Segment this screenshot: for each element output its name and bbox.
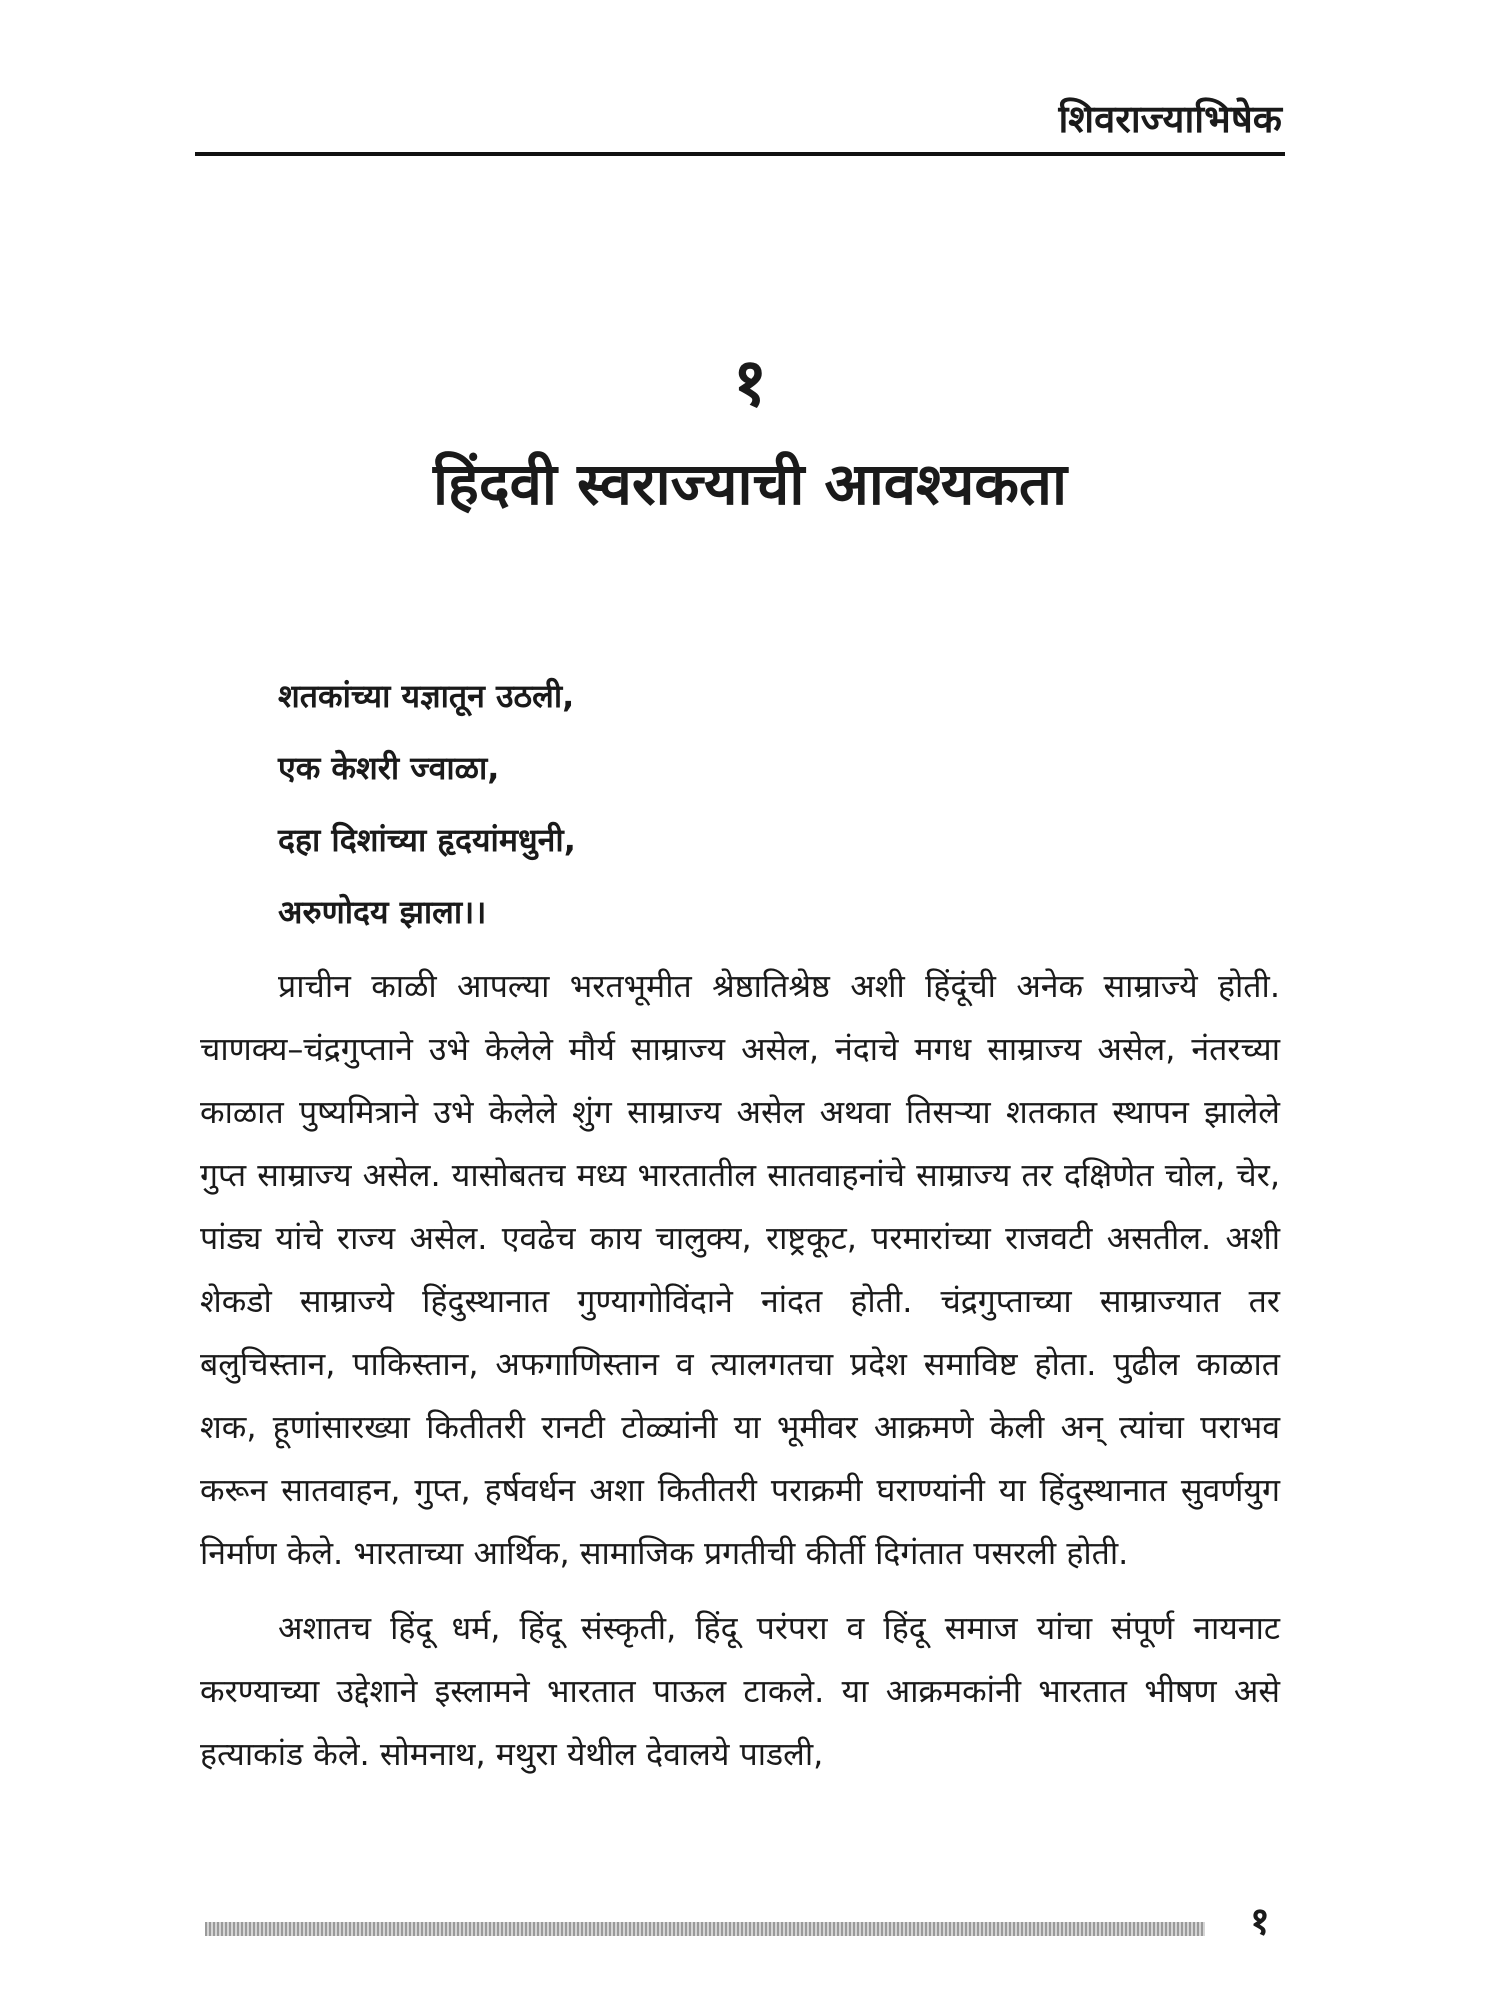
verse-line: अरुणोदय झाला।।	[278, 893, 487, 931]
body-paragraph: अशातच हिंदू धर्म, हिंदू संस्कृती, हिंदू परंपरा व हिंदू समाज यांचा संपूर्ण नायनाट करण्याच्या उद्देशाने इस्लामने भारतात पाऊल टाकले. या आक्रमकांनी भारतात भीषण असे हत्याकांड केले. सोमनाथ, मथुरा येथील देवालये पाडली,	[200, 1609, 1280, 1773]
chapter-title: हिंदवी स्वराज्याची आवश्यकता	[433, 450, 1067, 518]
page-number: १	[1250, 1899, 1270, 1943]
verse-line: शतकांच्या यज्ञातून उठली,	[278, 677, 575, 715]
verse-line: दहा दिशांच्या हृदयांमधुनी,	[278, 821, 576, 859]
epigraph-verse	[278, 660, 1278, 948]
body-paragraph: प्राचीन काळी आपल्या भरतभूमीत श्रेष्ठातिश्रेष्ठ अशी हिंदूंची अनेक साम्राज्ये होती. चाणक्य–चंद्रगुप्ताने उभे केलेले मौर्य साम्राज्य असेल, नंदाचे मगध साम्राज्य असेल, नंतरच्या काळात पुष्यमित्राने उभे केलेले शुंग साम्राज्य असेल अथवा तिसऱ्या शतकात स्थापन झालेले गुप्त साम्राज्य असेल. यासोबतच मध्य भारतातील सातवाहनांचे साम्राज्य तर दक्षिणेत चोल, चेर, पांड्य यांचे राज्य असेल. एवढेच काय चालुक्य, राष्ट्रकूट, परमारांच्या राजवटी असतील. अशी शेकडो साम्राज्ये हिंदुस्थानात गुण्यागोविंदाने नांदत होती. चंद्रगुप्ताच्या साम्राज्यात तर बलुचिस्तान, पाकिस्तान, अफगाणिस्तान व त्यालगतचा प्रदेश समाविष्ट होता. पुढील काळात शक, हूणांसारख्या कितीतरी रानटी टोळ्यांनी या भूमीवर आक्रमणे केली अन् त्यांचा पराभव करून सातवाहन, गुप्त, हर्षवर्धन अशा कितीतरी पराक्रमी घराण्यांनी या हिंदुस्थानात सुवर्णयुग निर्माण केले. भारताच्या आर्थिक, सामाजिक प्रगतीची कीर्ती दिगंतात पसरली होती.	[200, 967, 1280, 1572]
body-text	[200, 955, 1280, 1786]
verse-line: एक केशरी ज्वाळा,	[278, 749, 500, 787]
footer-decorative-band	[205, 1922, 1205, 1936]
chapter-number: १	[732, 344, 768, 421]
header-divider	[195, 152, 1285, 156]
running-header-title: शिवराज्याभिषेक	[1058, 97, 1282, 141]
